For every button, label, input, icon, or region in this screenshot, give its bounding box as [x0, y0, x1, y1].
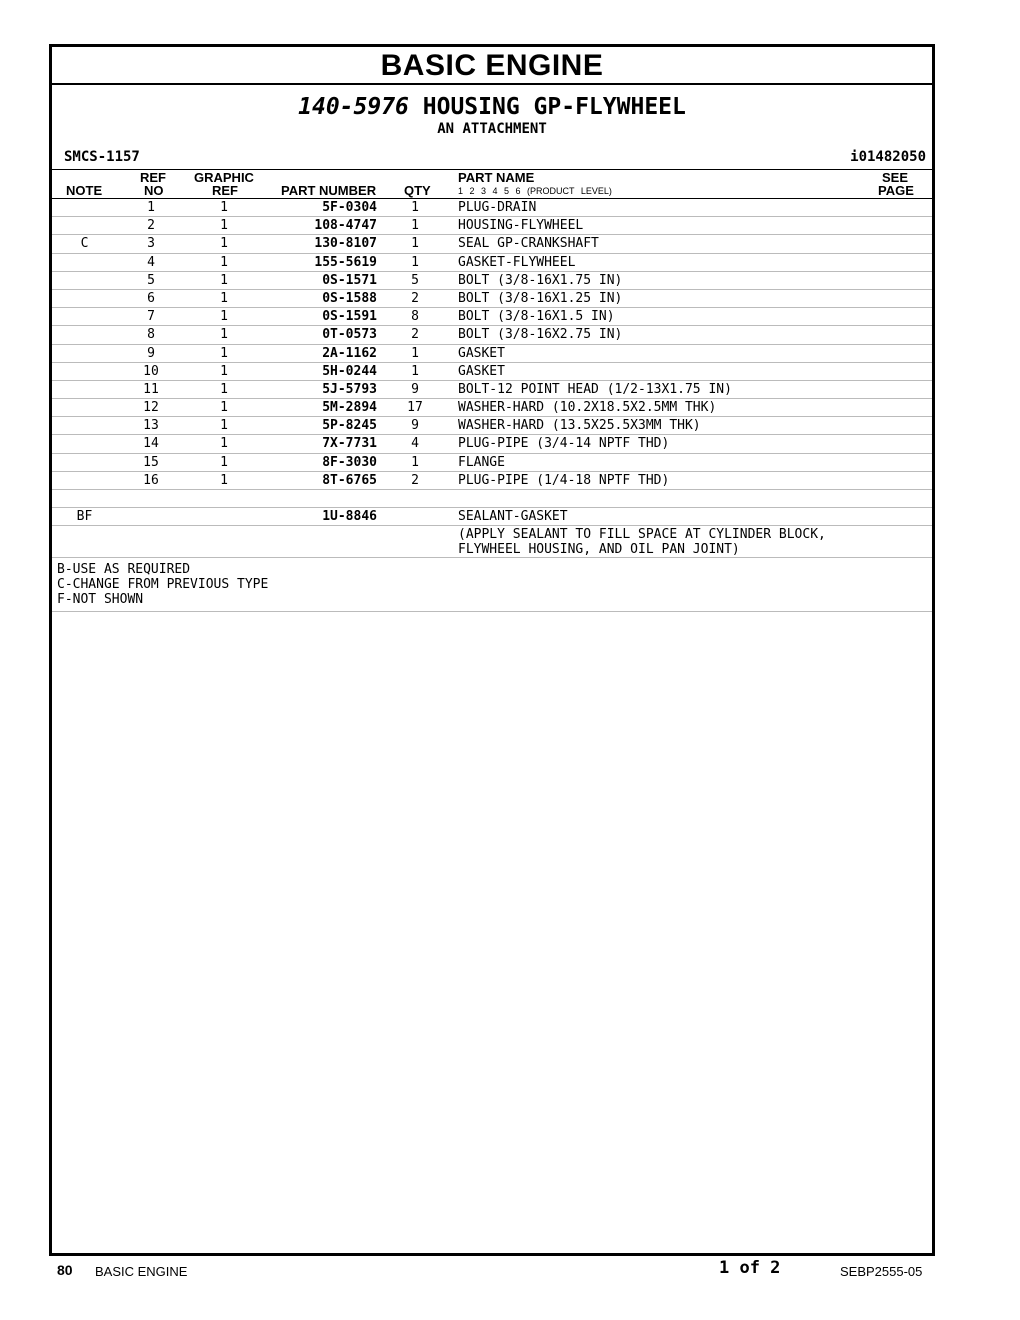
part-name-cell: FLANGE — [458, 454, 505, 470]
note-cell: C — [80, 236, 89, 252]
table-row — [52, 435, 932, 453]
qty-cell: 9 — [411, 381, 419, 397]
col-part-name: PART NAME — [458, 170, 535, 185]
page-of: 1 of 2 — [719, 1258, 781, 1278]
table-row-remark — [52, 526, 932, 558]
parts-page-frame — [49, 44, 935, 1256]
part-name-cell: GASKET — [458, 363, 505, 379]
part-number-cell: 8T-6765 — [322, 472, 377, 488]
col-see-top: SEE — [882, 170, 909, 185]
table-row — [52, 308, 932, 326]
part-name-cell: BOLT-12 POINT HEAD (1/2-13X1.75 IN) — [458, 381, 732, 397]
smcs-row — [52, 147, 932, 169]
ref-no-cell: 5 — [147, 272, 155, 288]
extra-remark — [458, 527, 826, 557]
qty-cell: 9 — [411, 418, 419, 434]
graphic-ref-cell: 1 — [220, 309, 228, 325]
part-number-cell: 5P-8245 — [322, 418, 377, 434]
extra-note: BF — [76, 509, 93, 524]
table-row — [52, 345, 932, 363]
part-number-cell: 0S-1591 — [322, 309, 377, 325]
group-title — [52, 93, 932, 121]
ref-no-cell: 12 — [143, 400, 159, 416]
extra-remark-line1: (APPLY SEALANT TO FILL SPACE AT CYLINDER BLOCK, — [458, 527, 826, 543]
ref-no-cell: 9 — [147, 345, 155, 361]
table-row — [52, 254, 932, 272]
col-ref-bottom: NO — [144, 183, 164, 198]
note-c: C-CHANGE FROM PREVIOUS TYPE — [57, 577, 269, 593]
part-name-cell: GASKET-FLYWHEEL — [458, 254, 576, 270]
ref-no-cell: 10 — [143, 363, 159, 379]
graphic-ref-cell: 1 — [220, 418, 228, 434]
graphic-ref-cell: 1 — [220, 400, 228, 416]
qty-cell: 4 — [411, 436, 419, 452]
group-name: HOUSING GP-FLYWHEEL — [422, 94, 686, 120]
table-row — [52, 363, 932, 381]
group-part-number: 140-5976 — [298, 94, 409, 120]
part-name-cell: BOLT (3/8-16X1.75 IN) — [458, 272, 623, 288]
ref-no-cell: 16 — [143, 472, 159, 488]
graphic-ref-cell: 1 — [220, 436, 228, 452]
part-number-cell: 5F-0304 — [322, 200, 377, 215]
qty-cell: 17 — [407, 400, 423, 416]
graphic-ref-cell: 1 — [220, 218, 228, 234]
part-number-cell: 7X-7731 — [322, 436, 377, 452]
part-number-cell: 5H-0244 — [322, 363, 377, 379]
qty-cell: 1 — [411, 345, 419, 361]
ref-no-cell: 11 — [143, 381, 159, 397]
col-graphic-bottom: REF — [212, 183, 238, 198]
graphic-ref-cell: 1 — [220, 363, 228, 379]
part-number-cell: 130-8107 — [314, 236, 377, 252]
ref-no-cell: 15 — [143, 454, 159, 470]
part-number-cell: 155-5619 — [314, 254, 377, 270]
part-name-cell: BOLT (3/8-16X1.5 IN) — [458, 309, 615, 325]
qty-cell: 1 — [411, 454, 419, 470]
qty-cell: 8 — [411, 309, 419, 325]
blank-row — [52, 490, 932, 508]
extra-part-number: 1U-8846 — [322, 509, 377, 524]
table-row — [52, 217, 932, 235]
section-title: BASIC ENGINE — [52, 47, 932, 85]
part-number-cell: 8F-3030 — [322, 454, 377, 470]
qty-cell: 1 — [411, 363, 419, 379]
table-row — [52, 381, 932, 399]
graphic-ref-cell: 1 — [220, 454, 228, 470]
ref-no-cell: 1 — [147, 200, 155, 215]
page-footer — [0, 1258, 1020, 1288]
col-qty: QTY — [404, 183, 431, 198]
part-name-cell: BOLT (3/8-16X1.25 IN) — [458, 290, 623, 306]
smcs-code: SMCS-1157 — [64, 149, 140, 165]
table-row — [52, 399, 932, 417]
graphic-ref-cell: 1 — [220, 200, 228, 215]
qty-cell: 1 — [411, 218, 419, 234]
qty-cell: 1 — [411, 200, 419, 215]
part-name-cell: HOUSING-FLYWHEEL — [458, 218, 584, 234]
graphic-ref-cell: 1 — [220, 472, 228, 488]
part-number-cell: 0S-1571 — [322, 272, 377, 288]
col-part-number: PART NUMBER — [281, 183, 377, 198]
illustration-id: i01482050 — [850, 149, 926, 165]
part-number-cell: 0T-0573 — [322, 327, 377, 343]
table-row — [52, 290, 932, 308]
part-number-cell: 2A-1162 — [322, 345, 377, 361]
ref-no-cell: 6 — [147, 290, 155, 306]
qty-cell: 2 — [411, 290, 419, 306]
part-number-cell: 0S-1588 — [322, 290, 377, 306]
graphic-ref-cell: 1 — [220, 381, 228, 397]
ref-no-cell: 3 — [147, 236, 155, 252]
qty-cell: 1 — [411, 236, 419, 252]
part-name-cell: WASHER-HARD (13.5X25.5X3MM THK) — [458, 418, 701, 434]
qty-cell: 2 — [411, 472, 419, 488]
qty-cell: 1 — [411, 254, 419, 270]
table-row — [52, 326, 932, 344]
part-number-cell: 108-4747 — [314, 218, 377, 234]
page-number: 80 — [57, 1262, 73, 1278]
table-header — [52, 169, 932, 199]
graphic-ref-cell: 1 — [220, 254, 228, 270]
table-row — [52, 417, 932, 435]
col-product-levels: 1 2 3 4 5 6 (PRODUCT LEVEL) — [458, 186, 612, 196]
qty-cell: 5 — [411, 272, 419, 288]
col-see-bottom: PAGE — [878, 183, 914, 198]
ref-no-cell: 4 — [147, 254, 155, 270]
part-name-cell: PLUG-PIPE (3/4-14 NPTF THD) — [458, 436, 670, 452]
col-graphic-top: GRAPHIC — [194, 170, 254, 185]
extra-part-name: SEALANT-GASKET — [458, 509, 568, 524]
notes-block — [52, 558, 932, 612]
table-row-extra — [52, 508, 932, 526]
ref-no-cell: 7 — [147, 309, 155, 325]
document-id: SEBP2555-05 — [840, 1264, 923, 1279]
col-ref-top: REF — [140, 170, 166, 185]
part-name-cell: BOLT (3/8-16X2.75 IN) — [458, 327, 623, 343]
part-name-cell: WASHER-HARD (10.2X18.5X2.5MM THK) — [458, 400, 717, 416]
table-row — [52, 199, 932, 217]
col-note: NOTE — [66, 183, 103, 198]
ref-no-cell: 13 — [143, 418, 159, 434]
part-name-cell: GASKET — [458, 345, 505, 361]
qty-cell: 2 — [411, 327, 419, 343]
group-subtitle: AN ATTACHMENT — [437, 121, 547, 137]
graphic-ref-cell: 1 — [220, 345, 228, 361]
part-name-cell: SEAL GP-CRANKSHAFT — [458, 236, 599, 252]
graphic-ref-cell: 1 — [220, 290, 228, 306]
part-name-cell: PLUG-PIPE (1/4-18 NPTF THD) — [458, 472, 670, 488]
graphic-ref-cell: 1 — [220, 236, 228, 252]
note-f: F-NOT SHOWN — [57, 592, 144, 608]
ref-no-cell: 14 — [143, 436, 159, 452]
footer-section: BASIC ENGINE — [95, 1264, 188, 1279]
table-row — [52, 235, 932, 253]
graphic-ref-cell: 1 — [220, 272, 228, 288]
part-name-cell: PLUG-DRAIN — [458, 200, 537, 215]
part-number-cell: 5J-5793 — [322, 381, 377, 397]
ref-no-cell: 8 — [147, 327, 155, 343]
table-row — [52, 272, 932, 290]
graphic-ref-cell: 1 — [220, 327, 228, 343]
parts-table-body — [52, 199, 932, 490]
ref-no-cell: 2 — [147, 218, 155, 234]
table-row — [52, 472, 932, 490]
table-row — [52, 454, 932, 472]
part-number-cell: 5M-2894 — [322, 400, 377, 416]
extra-remark-line2: FLYWHEEL HOUSING, AND OIL PAN JOINT) — [458, 542, 740, 558]
note-b: B-USE AS REQUIRED — [57, 562, 191, 578]
